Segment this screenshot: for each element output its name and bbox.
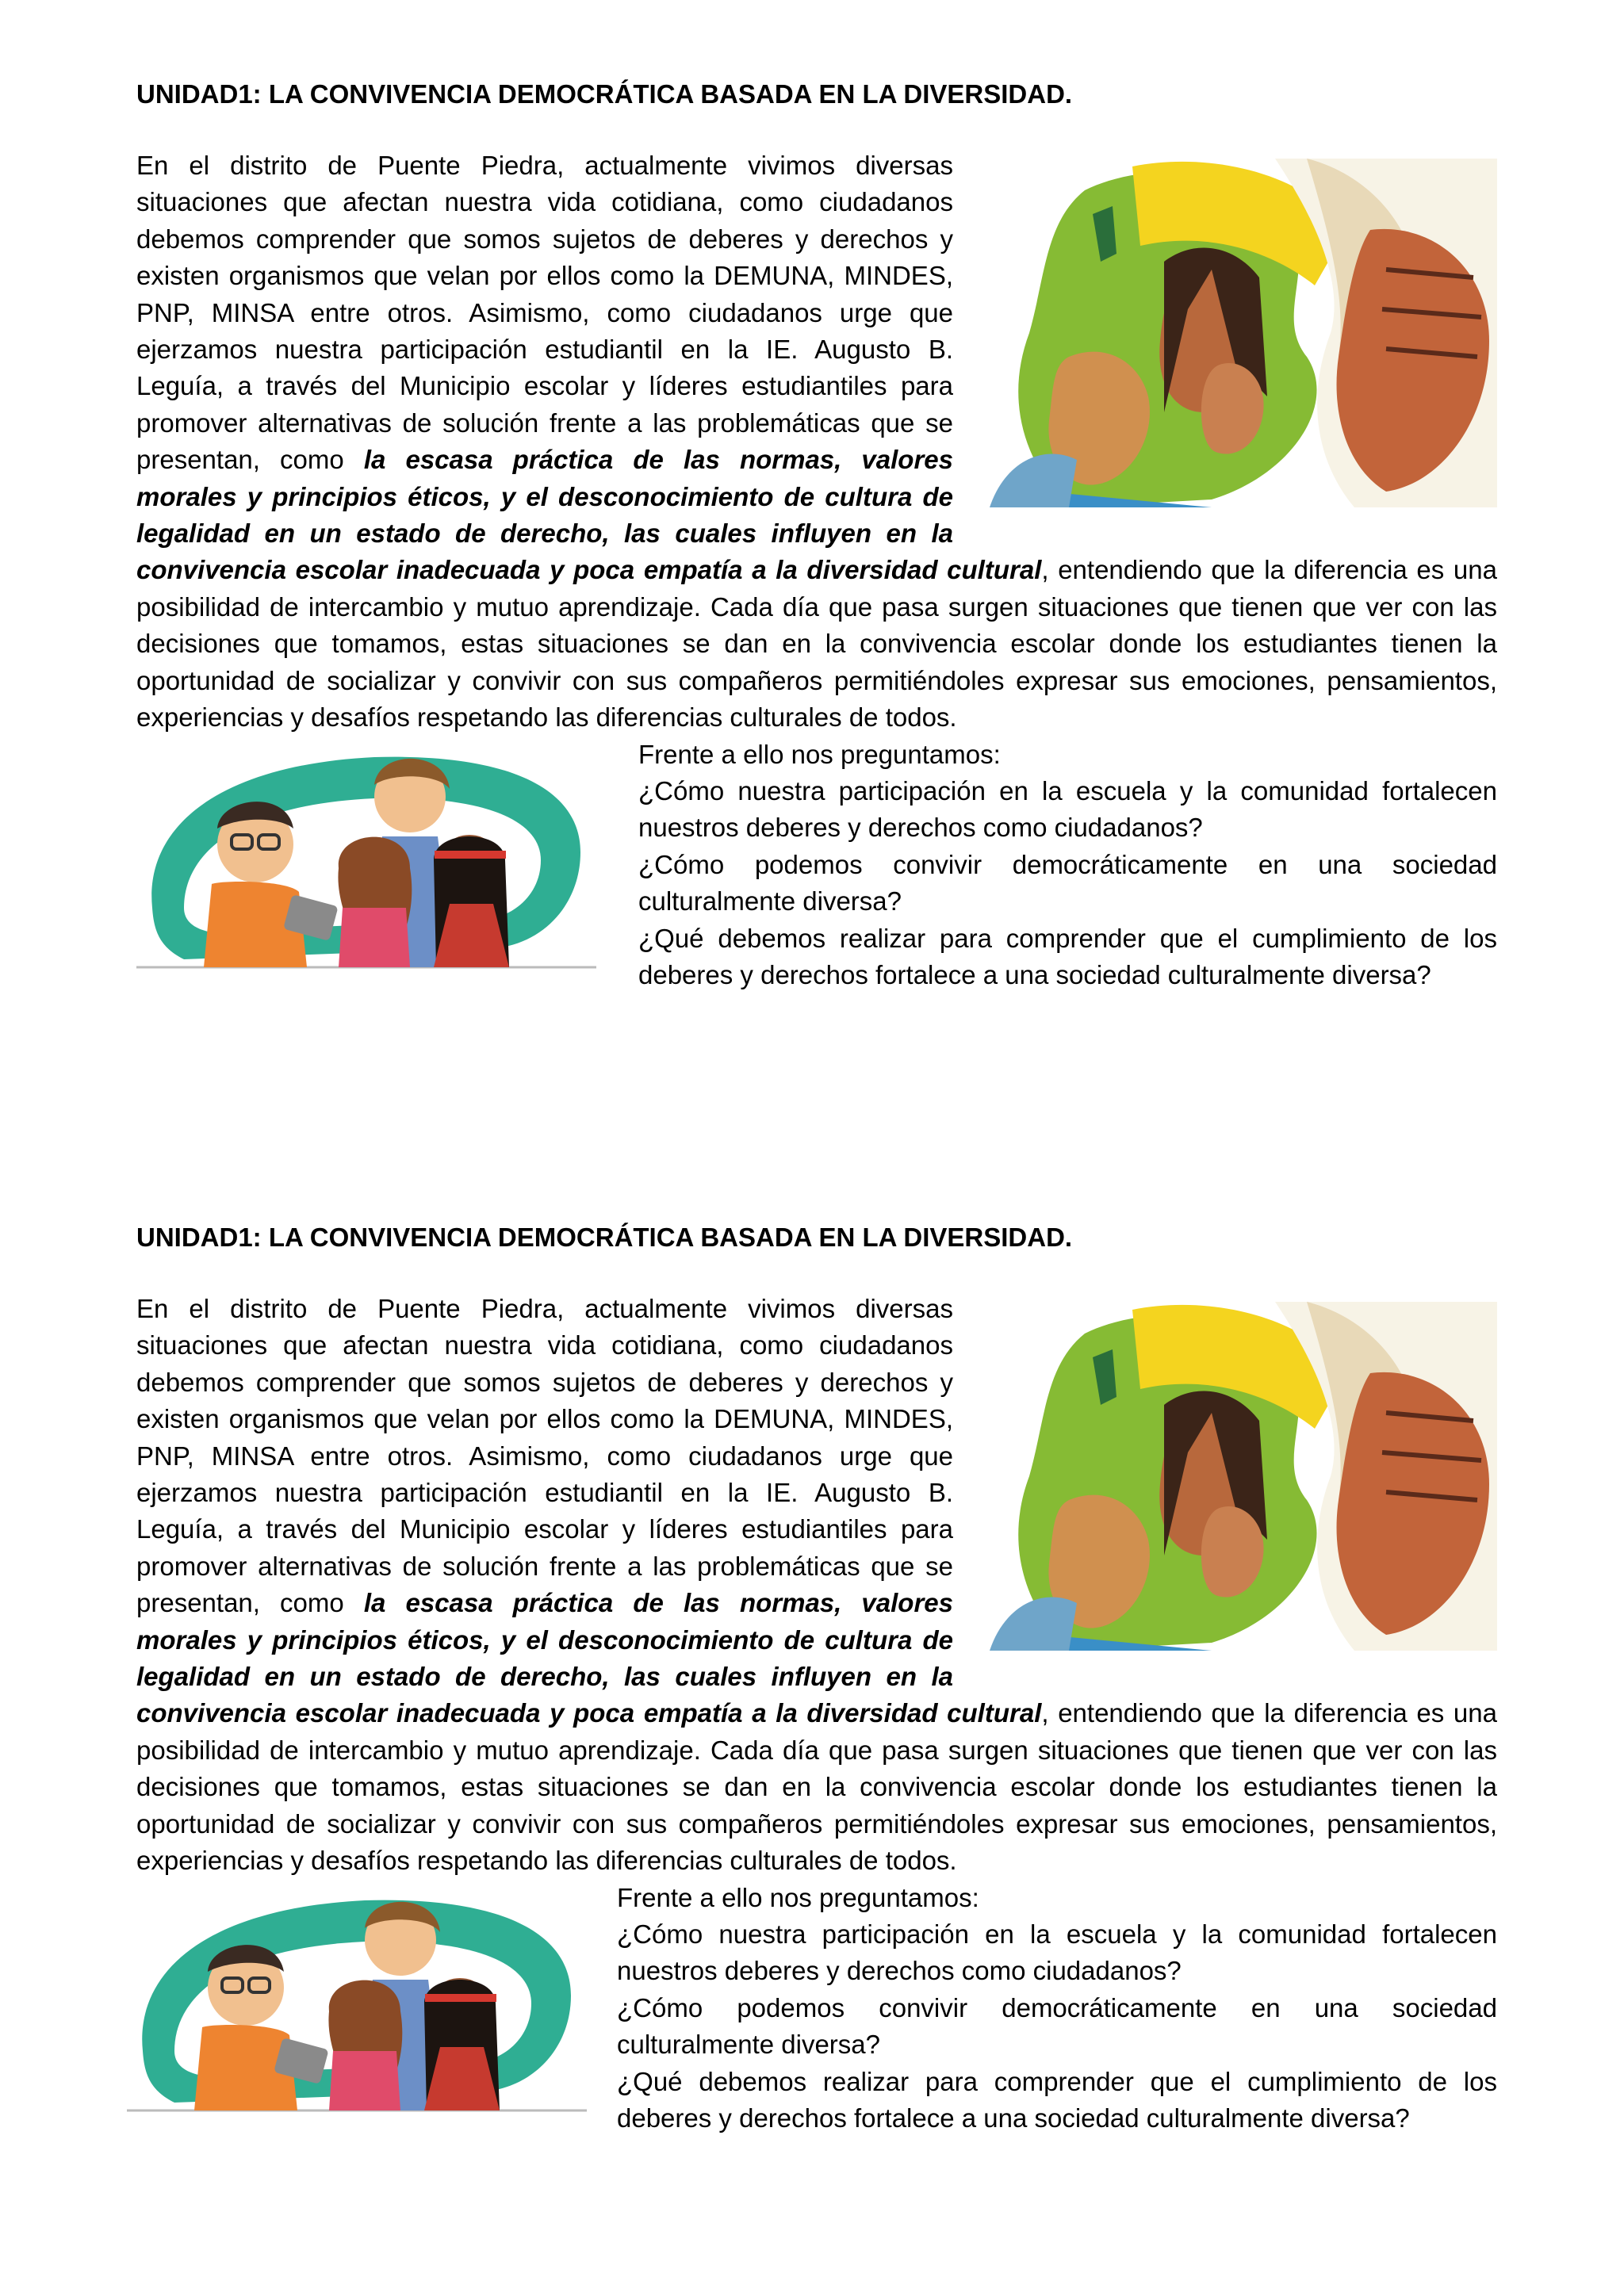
- question-item: ¿Cómo nuestra participación en la escuela y la comunidad fortalecen nuestros deberes y derechos como ciudadanos?: [638, 775, 1497, 843]
- emphasis-text: la escasa práctica de las normas, valores morales y principios éticos, y el desconocimiento de cultura de legalidad en un estado de derecho, las cuales influyen en la convivencia escolar inadecuada y poca empatía a la diversidad cultural: [136, 1588, 1042, 1728]
- unit-section-2: [136, 1219, 1497, 2165]
- unit-section-1: [136, 76, 1497, 1022]
- question-item: ¿Qué debemos realizar para comprender que el cumplimiento de los deberes y derechos fortalece a una sociedad culturalmente diversa?: [617, 2066, 1497, 2133]
- reflection-questions: [638, 737, 1497, 994]
- questions-block: [136, 1880, 1497, 2165]
- question-item: ¿Qué debemos realizar para comprender que el cumplimiento de los deberes y derechos fortalece a una sociedad culturalmente diversa?: [638, 923, 1497, 989]
- questions-intro: Frente a ello nos preguntamos:: [638, 739, 1001, 769]
- unit-title: UNIDAD1: LA CONVIVENCIA DEMOCRÁTICA BASADA EN LA DIVERSIDAD.: [136, 1223, 1073, 1252]
- emphasis-text: la escasa práctica de las normas, valores morales y principios éticos, y el desconocimiento de cultura de legalidad en un estado de derecho, las cuales influyen en la convivencia escolar inadecuada y poca empatía a la diversidad cultural: [136, 445, 1042, 585]
- reflection-questions: [617, 1880, 1497, 2137]
- cultural-diversity-illustration: [974, 159, 1497, 507]
- intro-paragraph: En el distrito de Puente Piedra, actualmente vivimos diversas situaciones que afectan nuestra vida cotidiana, como ciudadanos debemos comprender que somos sujetos de deberes y derechos y existen organismos que velan por ellos como la DEMUNA, MINDES, PNP, MINSA entre otros. Asimismo, como ciudadanos urge que ejerzamos nuestra participación estudiantil en la IE. Augusto B. Leguía, a través del Municipio escolar y líderes estudiantiles para promover alternativas de solución frente a las problemáticas que se presentan, como la escasa práctica de las normas, valores morales y principios éticos, y el desconocimiento de cultura de legalidad en un estado de derecho, las cuales influyen en la convivencia escolar inadecuada y poca empatía a la diversidad cultural, entendiendo que la diferencia es una posibilidad de intercambio y mutuo aprendizaje. Cada día que pasa surgen situaciones que tienen que ver con las decisiones que tomamos, estas situaciones se dan en la convivencia escolar donde los estudiantes tienen la oportunidad de socializar y convivir con sus compañeros permitiéndoles expresar sus emociones, pensamientos, experiencias y desafíos respetando las diferencias culturales de todos.: [136, 1294, 1497, 1876]
- question-item: ¿Cómo podemos convivir democráticamente en una sociedad culturalmente diversa?: [638, 849, 1497, 916]
- question-item: ¿Cómo podemos convivir democráticamente en una sociedad culturalmente diversa?: [617, 1992, 1497, 2060]
- questions-intro: Frente a ello nos preguntamos:: [617, 1882, 979, 1912]
- unit-title: UNIDAD1: LA CONVIVENCIA DEMOCRÁTICA BASADA EN LA DIVERSIDAD.: [136, 79, 1073, 109]
- cultural-diversity-illustration: [974, 1302, 1497, 1651]
- intro-paragraph: En el distrito de Puente Piedra, actualmente vivimos diversas situaciones que afectan nuestra vida cotidiana, como ciudadanos debemos comprender que somos sujetos de deberes y derechos y existen organismos que velan por ellos como la DEMUNA, MINDES, PNP, MINSA entre otros. Asimismo, como ciudadanos urge que ejerzamos nuestra participación estudiantil en la IE. Augusto B. Leguía, a través del Municipio escolar y líderes estudiantiles para promover alternativas de solución frente a las problemáticas que se presentan, como la escasa práctica de las normas, valores morales y principios éticos, y el desconocimiento de cultura de legalidad en un estado de derecho, las cuales influyen en la convivencia escolar inadecuada y poca empatía a la diversidad cultural, entendiendo que la diferencia es una posibilidad de intercambio y mutuo aprendizaje. Cada día que pasa surgen situaciones que tienen que ver con las decisiones que tomamos, estas situaciones se dan en la convivencia escolar donde los estudiantes tienen la oportunidad de socializar y convivir con sus compañeros permitiéndoles expresar sus emociones, pensamientos, experiencias y desafíos respetando las diferencias culturales de todos.: [136, 151, 1497, 733]
- questions-block: [136, 737, 1497, 1022]
- question-item: ¿Cómo nuestra participación en la escuela y la comunidad fortalecen nuestros deberes y derechos como ciudadanos?: [617, 1919, 1497, 1986]
- students-selfie-illustration: [127, 1885, 595, 2122]
- students-selfie-illustration: [136, 741, 604, 979]
